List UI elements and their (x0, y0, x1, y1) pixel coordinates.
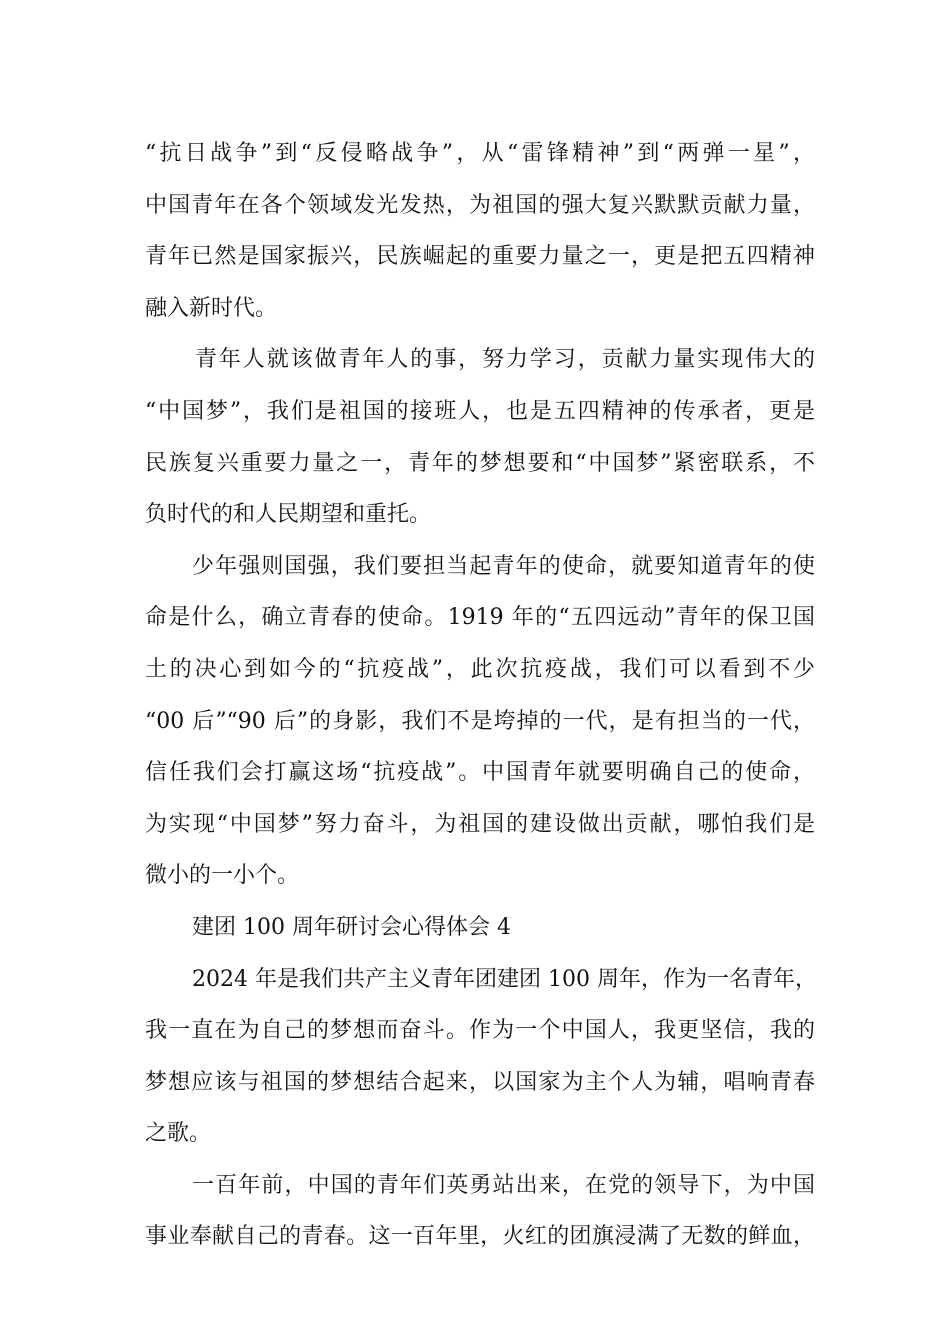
paragraph (145, 1160, 815, 1263)
text-line: 我一直在为自己的梦想而奋斗。作为一个中国人，我更坚信，我的 (145, 1018, 815, 1044)
text-line: 梦想应该与祖国的梦想结合起来，以国家为主个人为辅，唱响青春 (145, 1069, 815, 1095)
text-line: 青年人就该做青年人的事，努力学习，贡献力量实现伟大的 (195, 347, 815, 373)
paragraph (145, 541, 815, 902)
text-line: 土的决心到如今的“抗疫战”，此次抗疫战，我们可以看到不少 (145, 656, 815, 682)
text-line: 融入新时代。 (145, 295, 278, 321)
paragraph (145, 334, 815, 540)
text-line: “抗日战争”到“反侵略战争”，从“雷锋精神”到“两弹一星”， (145, 141, 815, 166)
paragraph (145, 128, 815, 334)
text-line: 之歌。 (145, 1121, 212, 1147)
text-line: 事业奉献自己的青春。这一百年里，火红的团旗浸满了无数的鲜血， (145, 1224, 815, 1250)
text-line: 为实现“中国梦”努力奋斗，为祖国的建设做出贡献，哪怕我们是 (145, 811, 815, 837)
text-line: 少年强则国强，我们要担当起青年的使命，就要知道青年的使 (192, 553, 815, 579)
text-line: 一百年前，中国的青年们英勇站出来，在党的领导下，为中国 (192, 1172, 815, 1198)
text-line: 中国青年在各个领域发光发热，为祖国的强大复兴默默贡献力量， (145, 192, 815, 218)
text-line: 微小的一小个。 (145, 863, 300, 889)
text-line: 负时代的和人民期望和重托。 (145, 502, 432, 528)
paragraph (145, 954, 815, 1160)
section-heading (145, 902, 815, 954)
text-line: 民族复兴重要力量之一，青年的梦想要和“中国梦”紧密联系，不 (145, 450, 815, 476)
text-line: 命是什么，确立青春的使命。1919 年的“五四远动”青年的保卫国 (145, 605, 815, 631)
text-line: “00 后”“90 后”的身影，我们不是垮掉的一代，是有担当的一代， (145, 708, 815, 734)
section-title: 建团 100 周年研讨会心得体会 4 (192, 914, 511, 940)
text-line: “中国梦”，我们是祖国的接班人，也是五四精神的传承者，更是 (145, 398, 815, 424)
document-body (145, 128, 815, 1263)
text-line: 青年已然是国家振兴，民族崛起的重要力量之一，更是把五四精神 (145, 244, 815, 270)
text-line: 2024 年是我们共产主义青年团建团 100 周年，作为一名青年， (192, 966, 817, 992)
text-line: 信任我们会打赢这场“抗疫战”。中国青年就要明确自己的使命， (145, 760, 815, 786)
